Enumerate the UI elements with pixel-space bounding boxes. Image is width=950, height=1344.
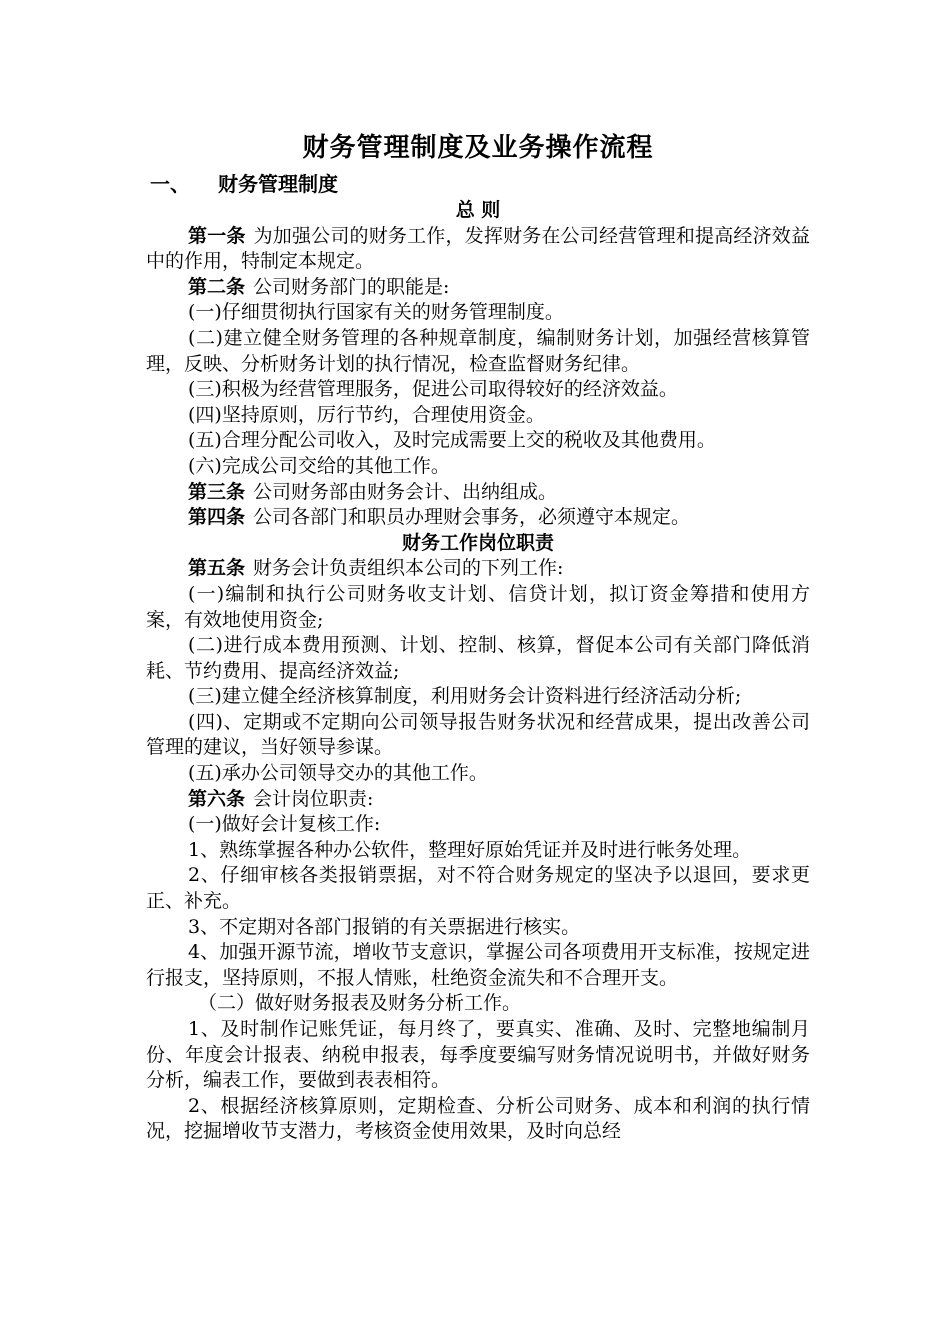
list-item: (四)、定期或不定期向公司领导报告财务状况和经营成果，提出改善公司管理的建议，当好领导参谋。 [146,710,810,759]
article-2 [146,275,810,301]
list-item: (三)积极为经营管理服务，促进公司取得较好的经济效益。 [188,378,678,401]
list-item: (三)建立健全经济核算制度，利用财务会计资料进行经济活动分析; [188,685,742,708]
list-item: (一)仔细贯彻执行国家有关的财务管理制度。 [188,301,564,324]
document-title: 财务管理制度及业务操作流程 [302,133,654,163]
list-item: (一)编制和执行公司财务收支计划、信贷计划，拟订资金筹措和使用方案，有效地使用资金; [146,582,810,631]
list-item: (二)进行成本费用预测、计划、控制、核算，督促本公司有关部门降低消耗、节约费用、提高经济效益; [146,634,810,682]
article-1 [146,224,810,275]
article-label: 第三条 [188,480,246,503]
article-6 [146,787,810,813]
article-3 [146,480,810,506]
section-heading [146,170,810,198]
article-label: 第五条 [188,557,246,580]
list-item: (六)完成公司交给的其他工作。 [188,454,450,477]
article-text: 公司财务部门的职能是: [253,275,450,298]
article-text: 会计岗位职责: [253,787,374,810]
list-item: (四)坚持原则，厉行节约，合理使用资金。 [188,403,545,426]
list-item: (二)建立健全财务管理的各种规章制度，编制财务计划，加强经营核算管理，反映、分析财务计划的执行情况，检查监督财务纪律。 [146,326,810,375]
article-text: 公司各部门和职员办理财会事务，必须遵守本规定。 [253,506,691,529]
list-item: 1、及时制作记账凭证，每月终了，要真实、准确、及时、完整地编制月份、年度会计报表、纳税申报表，每季度要编写财务情况说明书，并做好财务分析，编表工作，要做到表表相符。 [146,1018,810,1092]
list-item: 2、根据经济核算原则，定期检查、分析公司财务、成本和利润的执行情况，挖掘增收节支潜力，考核资金使用效果，及时向总经 [146,1094,810,1143]
article-5 [146,556,810,582]
list-item: (五)承办公司领导交办的其他工作。 [188,762,488,785]
document-page [146,130,810,1145]
section-label: 财务管理制度 [218,172,338,196]
sub-section: (一)做好会计复核工作: [188,813,381,836]
article-label: 第二条 [188,275,246,298]
article-text: 公司财务部由财务会计、出纳组成。 [253,480,558,503]
article-4 [146,505,810,531]
article-label: 第四条 [188,506,246,529]
list-item: 2、仔细审核各类报销票据，对不符合财务规定的坚决予以退回，要求更正、补充。 [146,864,810,913]
article-text: 为加强公司的财务工作，发挥财务在公司经营管理和提高经济效益中的作用，特制定本规定。 [146,224,810,273]
list-item: 1、熟练掌握各种办公软件，整理好原始凭证并及时进行帐务处理。 [188,838,752,861]
article-text: 财务会计负责组织本公司的下列工作: [253,557,564,580]
section-number: 一、 [150,172,190,196]
list-item: 4、加强开源节流，增收节支意识，掌握公司各项费用开支标准，按规定进行报支，坚持原则，不报人情账，杜绝资金流失和不合理开支。 [146,941,810,989]
list-item: 3、不定期对各部门报销的有关票据进行核实。 [188,915,581,938]
article-label: 第一条 [188,224,246,247]
list-item: (五)合理分配公司收入，及时完成需要上交的税收及其他费用。 [188,429,716,452]
duty-heading: 财务工作岗位职责 [401,531,554,554]
sub-section: （二）做好财务报表及财务分析工作。 [198,992,522,1015]
article-label: 第六条 [188,787,246,810]
general-provisions-heading: 总 则 [455,199,501,221]
